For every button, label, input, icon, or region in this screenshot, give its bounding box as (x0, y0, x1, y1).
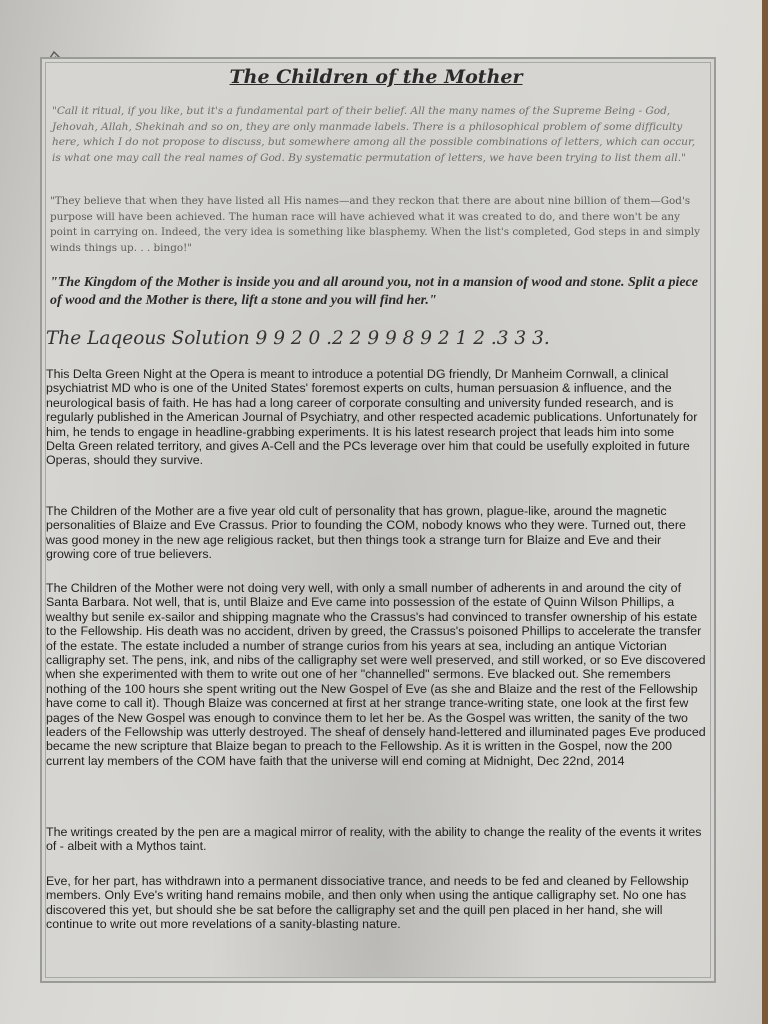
paragraph-2: The Children of the Mother are a five year old cult of personality that has grown, plague-like, around the magnetic personalities of Blaize and Eve Crassus. Prior to founding the COM, nobody knows who they were. Turned out, there was good money in the new age religious racket, but then things took a strange turn for Blaize and Eve and their growing core of true believers. (46, 504, 686, 562)
section-subtitle: The Laqeous Solution 9 9 2 0 .2 2 9 9 8 9 2 1 2 .3 3 3. (46, 328, 550, 349)
epigraph-quote-1: "Call it ritual, if you like, but it's a fundamental part of their belief. All the many names of the Supreme Being - God, Jehovah, Allah, Shekinah and so on, they are only manmade labels. There is a philosophical problem of some difficulty here, which I do not propose to discuss, but somewhere among all the possible combinations of letters, which can occur, is what one may call the real names of God. By systematic permutation of letters, we have been trying to list them all." (52, 105, 696, 164)
epigraph-quote-2: "They believe that when they have listed all His names—and they reckon that there are about nine billion of them—God's purpose will have been achieved. The human race will have achieved what it was created to do, and there won't be any point in carrying on. Indeed, the very idea is something like blasphemy. When the list's completed, God steps in and simply winds things up. . . bingo!" (50, 195, 700, 254)
paragraph-5: Eve, for her part, has withdrawn into a permanent dissociative trance, and needs to be fed and cleaned by Fellowship members. Only Eve's writing hand remains mobile, and then only when using the antique calligraphy set. No one has discovered this yet, but should she be sat before the calligraphy set and the quill pen placed in her hand, she will continue to write out more revelations of a sanity-blasting nature. (46, 874, 689, 932)
page-title: The Children of the Mother (229, 66, 523, 88)
epigraph-quote-3: "The Kingdom of the Mother is inside you and all around you, not in a mansion of wood and stone. Split a piece of wood and the Mother is there, lift a stone and you will find her." (50, 275, 698, 308)
paragraph-3: The Children of the Mother were not doing very well, with only a small number of adherents in and around the city of Santa Barbara. Not well, that is, until Blaize and Eve came into possession of the estate of Quinn Wilson Phillips, a wealthy but senile ex-sailor and shipping magnate who the Crassus's had convinced to transfer ownership of his estate to the Fellowship. His death was no accident, driven by greed, the Crassus's poisoned Phillips to accelerate the transfer of the estate. The estate included a number of strange curios from his years at sea, including an antique Victorian calligraphy set. The pens, ink, and nibs of the calligraphy set were well preserved, and still worked, or so Eve discovered when she experimented with them to write out one of her "channelled" sermons. Eve blacked out. She remembers nothing of the 100 hours she spent writing out the New Gospel of Eve (as she and Blaize and the rest of the Fellowship have come to call it). Though Blaize was concerned at first at her strange trance-writing state, one look at the first few pages of the New Gospel was enough to convince them to let her be. As the Gospel was written, the sanity of the two leaders of the Fellowship was utterly destroyed. The sheaf of densely hand-lettered and illuminated pages Eve produced became the new scripture that Blaize began to preach to the Fellowship. As it is written in the Gospel, now the 200 current lay members of the COM have faith that the universe will end coming at Midnight, Dec 22nd, 2014 (46, 581, 706, 768)
paragraph-4: The writings created by the pen are a magical mirror of reality, with the ability to change the reality of the events it writes of - albeit with a Mythos taint. (46, 825, 702, 854)
paragraph-1: This Delta Green Night at the Opera is meant to introduce a potential DG friendly, Dr Manheim Cornwall, a clinical psychiatrist MD who is one of the United States' foremost experts on cults, human persuasion & influence, and the neurological basis of faith. He has had a long career of corporate consulting and university funded research, and is regularly published in the American Journal of Psychiatry, and other respected academic publications. Unfortunately for him, he tends to engage in headline-grabbing experiments. It is his latest research project that leads him into some Delta Green related territory, and gives A-Cell and the PCs leverage over him that could be usefully exploited in future Operas, should they survive. (46, 367, 698, 468)
